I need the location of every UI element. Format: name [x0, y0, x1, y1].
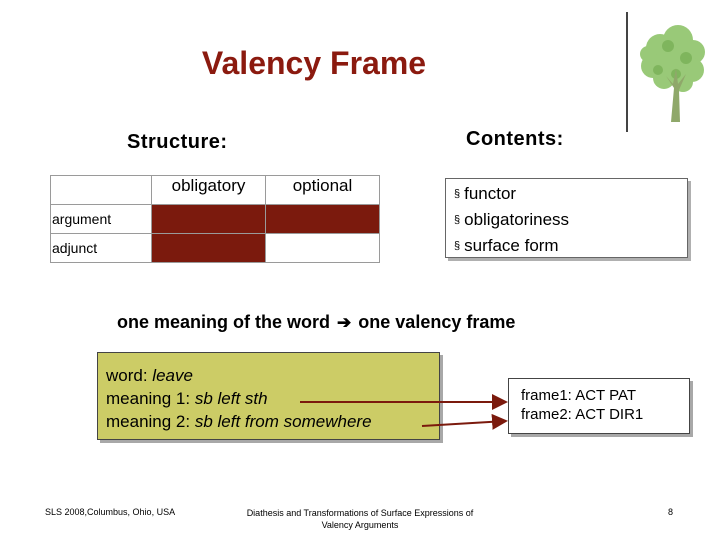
cell-adjunct-optional: [266, 234, 380, 263]
cell-argument-optional: [266, 205, 380, 234]
frames-box: [508, 378, 690, 434]
word-line-value: leave: [152, 366, 193, 385]
bullet-icon: §: [454, 240, 461, 252]
row-label-adjunct: adjunct: [51, 234, 152, 263]
frame-1: frame1: ACT PAT: [521, 387, 637, 404]
word-line-label: word:: [106, 366, 153, 385]
footer-conference: SLS 2008,Columbus, Ohio, USA: [45, 507, 176, 517]
bullet-icon: §: [454, 188, 461, 200]
meaning-2-label: meaning 2:: [106, 412, 195, 431]
meaning-right-text: one valency frame: [358, 312, 516, 332]
footer-title-line-2: Valency Arguments: [321, 520, 399, 530]
frame-2: frame2: ACT DIR1: [521, 406, 644, 423]
tree-icon: [638, 18, 708, 126]
meaning-2-line: [106, 410, 439, 433]
contents-label: Contents:: [466, 128, 564, 150]
meaning-1-label: meaning 1:: [106, 389, 195, 408]
column-header-obligatory: obligatory: [152, 176, 266, 205]
contents-box: [445, 178, 688, 258]
meaning-left-text: one meaning of the word: [117, 312, 331, 332]
vertical-divider: [626, 12, 628, 132]
table-header-row: [51, 176, 380, 205]
structure-table: [50, 175, 380, 263]
bullet-icon: §: [454, 214, 461, 226]
arrow-right-icon: ➔: [337, 313, 352, 332]
cell-adjunct-obligatory: [152, 234, 266, 263]
footer-title-line-1: Diathesis and Transformations of Surface Expressions of: [246, 508, 474, 518]
page-number: 8: [668, 507, 674, 517]
contents-item: [454, 208, 687, 234]
word-box: [97, 352, 440, 440]
structure-label: Structure:: [127, 131, 228, 153]
table-corner-cell: [51, 176, 152, 205]
meaning-1-value: sb left sth: [194, 389, 268, 408]
meaning-statement: [117, 312, 515, 333]
table-row-argument: [51, 205, 380, 234]
contents-item-text: functor: [464, 184, 517, 203]
word-line: [106, 364, 439, 387]
footer-title: [225, 507, 495, 531]
column-header-optional: optional: [266, 176, 380, 205]
row-label-argument: argument: [51, 205, 152, 234]
contents-item-text: obligatoriness: [464, 210, 570, 229]
table-row-adjunct: [51, 234, 380, 263]
contents-item: [454, 182, 687, 208]
meaning-2-value: sb left from somewhere: [194, 412, 372, 431]
contents-item: [454, 234, 687, 260]
contents-item-text: surface form: [464, 236, 559, 255]
meaning-1-line: [106, 387, 439, 410]
cell-argument-obligatory: [152, 205, 266, 234]
slide-title: Valency Frame: [201, 45, 427, 81]
